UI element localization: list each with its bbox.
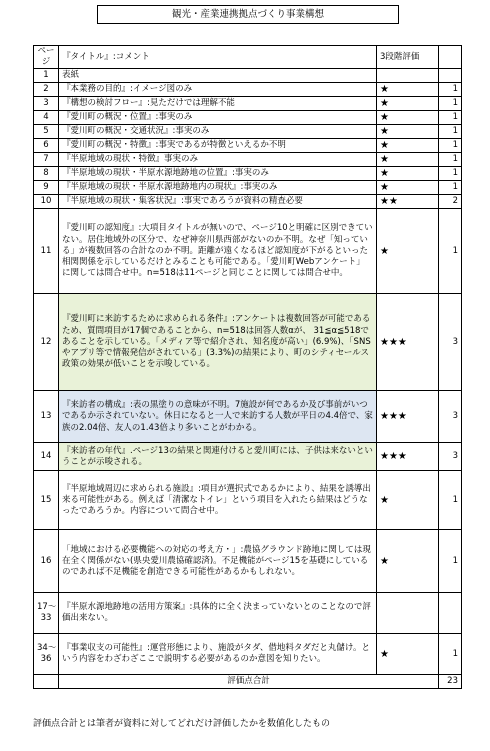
page-number-cell: 12 [34,294,59,391]
page-number-cell: 11 [34,209,59,294]
score-cell: 3 [439,443,462,471]
table-row [34,209,462,294]
comment-cell: 『来訪者の年代』.ページ13の結果と関連付けると愛川町には、子供は来ないということが示唆される。 [59,443,377,471]
comment-cell: 『愛川町の概況・位置』:事実のみ [59,111,377,125]
comment-cell: 『半原水源地跡地の活用方策案』:具体的に全く決まっていないとのことなので評価出来ない。 [59,593,377,634]
table-row [34,69,462,83]
page-number-cell: 7 [34,153,59,167]
comment-cell: 『半原地域周辺に求められる施設』:項目が選択式であるかにより、結果を誘導出来る可能性がある。例えば「清潔なトイレ」という項目を入れたら結果はどうなったであろうか。内容について問合せ中。 [59,471,377,530]
rating-stars-cell: ★ [377,125,439,139]
comment-cell: 『愛川町に来訪するために求められる条件』:アンケートは複数回答が可能であるため、質問項目が17個であることから、n=518は回答人数αが、 31≦α≦518であることを示している。「メディア等で紹介され、知名度が高い」(6.9%)、「SNSやアプリ等で情報発信がされている」(3.3%)の結果により、町のシティセールス政策の効果が低いことを示唆している。 [59,294,377,391]
comment-cell: 『来訪者の構成』:表の黒塗りの意味が不明。7施設が何であるか及び事前がいつであるか示されていない。休日になると一人で来訪する人数が平日の4.4倍で、家族の2.04倍、友人の1.43倍より多いことがわかる。 [59,391,377,443]
rating-stars-cell: ★ [377,111,439,125]
score-cell: 1 [439,209,462,294]
rating-stars-cell: ★ [377,209,439,294]
comment-cell: 『半原地域の現状・半原水源地跡地の位置』:事実のみ [59,167,377,181]
page-number-cell: 10 [34,195,59,209]
score-cell: 1 [439,97,462,111]
page-number-cell: 17〜33 [34,593,59,634]
page-number-cell: 2 [34,83,59,97]
page-number-cell: 6 [34,139,59,153]
score-cell [439,593,462,634]
page-number-cell: 9 [34,181,59,195]
rating-stars-cell [377,593,439,634]
footnote: 評価点合計とは筆者が資料に対してどれだけ評価したかを数値化したもの [33,719,331,729]
table-row [34,593,462,634]
score-cell: 1 [439,634,462,675]
page-number-cell: 16 [34,530,59,593]
comment-cell: 『愛川町の概況・交通状況』:事実のみ [59,125,377,139]
total-row [34,675,462,689]
table-row [34,83,462,97]
table-row [34,195,462,209]
table-row [34,139,462,153]
score-cell: 1 [439,530,462,593]
score-cell [439,69,462,83]
score-cell: 3 [439,294,462,391]
comment-cell: 『事業収支の可能性』:運営形態により、施設がタダ、借地料タダだと丸儲け。という内容をわざわざここで説明する必要があるのか意図を知りたい。 [59,634,377,675]
comment-cell: 「地域における必要機能への対応の考え方・」:農協グラウンド跡地に関しては現在全く関係がない(県央愛川農協確認済)。不足機能がページ15を基礎にしているのであれば不足機能を創造できる可能性があるかもしれない。 [59,530,377,593]
table-row [34,443,462,471]
table-row [34,153,462,167]
score-cell: 1 [439,167,462,181]
rating-stars-cell: ★ [377,153,439,167]
header-score [439,46,462,69]
table-row [34,294,462,391]
rating-stars-cell: ★ [377,181,439,195]
rating-stars-cell: ★ [377,139,439,153]
score-cell: 1 [439,139,462,153]
table-row [34,167,462,181]
comment-cell: 『半原地域の現状・半原水源地跡地内の現状』:事実のみ [59,181,377,195]
rating-stars-cell: ★ [377,471,439,530]
table-row [34,97,462,111]
rating-stars-cell: ★★★ [377,443,439,471]
table-row [34,181,462,195]
score-cell: 3 [439,391,462,443]
score-cell: 1 [439,471,462,530]
score-cell: 1 [439,125,462,139]
comment-cell: 『構想の検討フロー』:見ただけでは理解不能 [59,97,377,111]
comment-cell: 『半原地域の現状・集客状況』:事実であろうが資料の精査必要 [59,195,377,209]
table-row [34,530,462,593]
rating-stars-cell: ★ [377,634,439,675]
page-number-cell: 34〜36 [34,634,59,675]
table-row [34,125,462,139]
score-cell: 2 [439,195,462,209]
comment-cell: 表紙 [59,69,377,83]
document-title: 観光・産業連携拠点づくり事業構想 [97,5,399,24]
header-comment: 『タイトル』:コメント [59,46,377,69]
page-number-cell: 15 [34,471,59,530]
page-number-cell: 4 [34,111,59,125]
page-number-cell: 1 [34,69,59,83]
evaluation-table [33,45,462,689]
comment-cell: 『半原地域の現状・特徴』事実のみ [59,153,377,167]
rating-stars-cell: ★★★ [377,391,439,443]
comment-cell: 『愛川町の認知度』:大項目タイトルが無いので、ページ10と明確に区別できていない。居住地域外の区分で、なぜ神奈川県西部がないのか不明。なぜ「知っている」が複数回答の合計なのか不明。距離が遠くなるほど認知度が下がるといった相関関係を示しているだけとみることも可能である。「愛川町Webアンケート」に関しては問合せ中。n=518は11ページと同じことに関しては問合せ中。 [59,209,377,294]
header-page: ページ [34,46,59,69]
rating-stars-cell [377,69,439,83]
rating-stars-cell: ★★★ [377,294,439,391]
table-row [34,391,462,443]
rating-stars-cell: ★ [377,83,439,97]
score-cell: 1 [439,153,462,167]
score-cell: 1 [439,111,462,125]
rating-stars-cell: ★★ [377,195,439,209]
comment-cell: 『愛川町の概況・特徴』:事実であるが特徴といえるか不明 [59,139,377,153]
header-rating: 3段階評価 [377,46,439,69]
table-row [34,634,462,675]
page-number-cell: 3 [34,97,59,111]
table-row [34,471,462,530]
total-blank-cell [34,675,59,689]
rating-stars-cell: ★ [377,530,439,593]
rating-stars-cell: ★ [377,167,439,181]
score-cell: 1 [439,83,462,97]
table-row [34,111,462,125]
comment-cell: 『本業務の目的』:イメージ図のみ [59,83,377,97]
rating-stars-cell: ★ [377,97,439,111]
total-value: 23 [439,675,462,689]
score-cell: 1 [439,181,462,195]
table-header-row [34,46,462,69]
page-number-cell: 8 [34,167,59,181]
page-number-cell: 13 [34,391,59,443]
total-label: 評価点合計 [59,675,439,689]
page-number-cell: 5 [34,125,59,139]
page-number-cell: 14 [34,443,59,471]
